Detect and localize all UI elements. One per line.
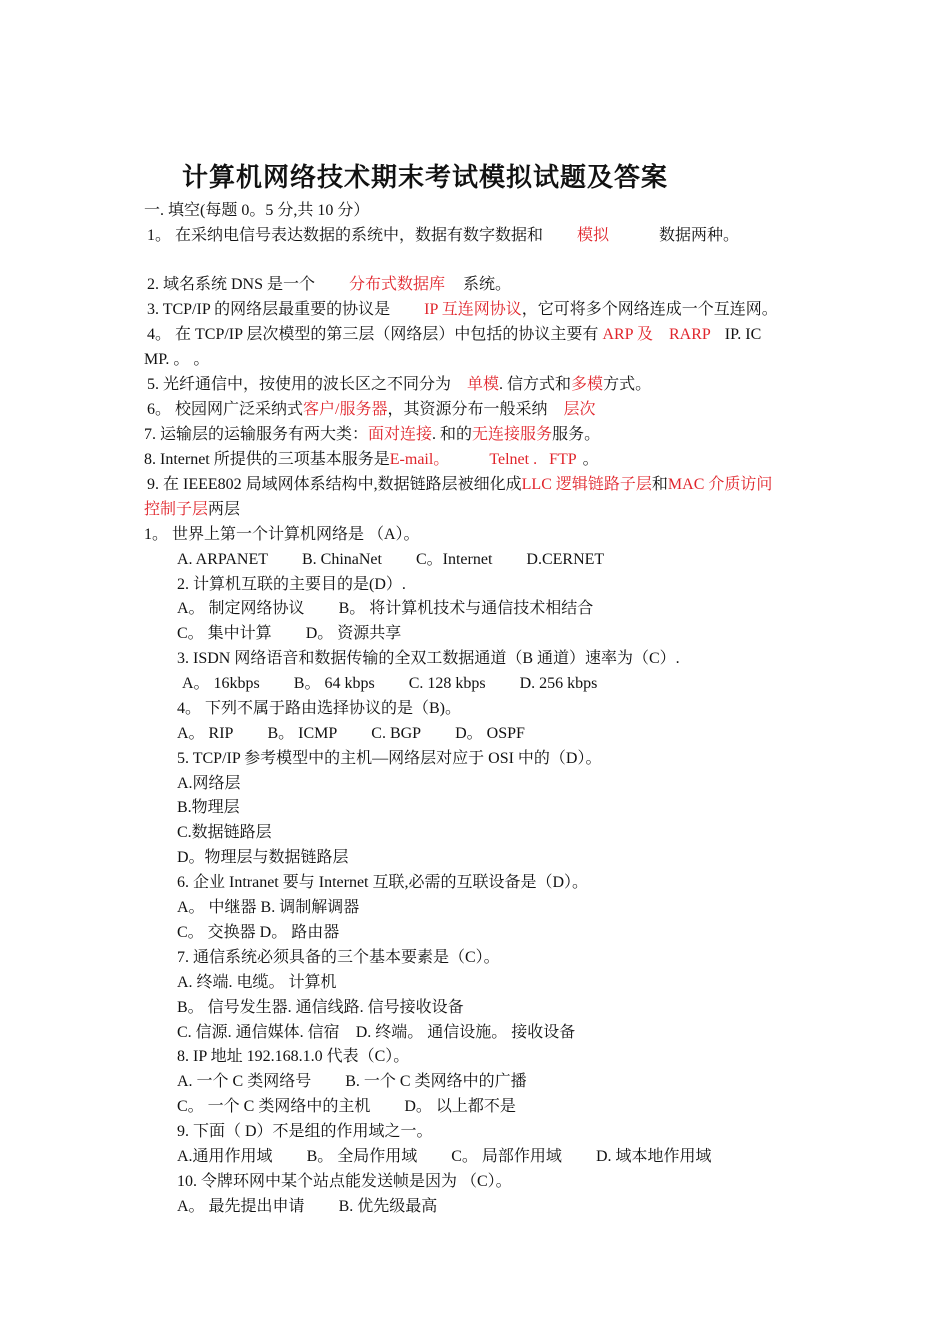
fill-question-4: 4。 在 TCP/IP 层次模型的第三层（网络层）中包括的协议主要有 ARP 及 RARP IP. IC <box>147 326 762 343</box>
fill-question-1: 1。 在采纳电信号表达数据的系统中，数据有数字数据和 模拟 数据两种。 <box>147 227 740 244</box>
page-title: 计算机网络技术期末考试模拟试题及答案 <box>181 163 668 192</box>
fill-question-7: 7. 运输层的运输服务有两大类：面对连接. 和的无连接服务服务。 <box>144 426 601 443</box>
answer: 层次 <box>563 401 596 418</box>
mc-option: A. 终端. 电缆。 计算机 <box>177 974 337 991</box>
answer: 客户/服务器 <box>303 401 388 418</box>
answer: MAC 介质访问 <box>667 476 773 493</box>
mc-options-1: A. ARPANET B. ChinaNet C。Internet D.CERNET <box>177 551 605 568</box>
mc-question-3: 3. ISDN 网络语音和数据传输的全双工数据通道（B 通道）速率为（C）. <box>177 650 680 667</box>
mc-option: C.数据链路层 <box>177 824 272 841</box>
fill-question-9-cont: 控制子层两层 <box>144 501 241 518</box>
answer: IP 互连网协议 <box>424 301 522 318</box>
mc-question-4: 4。 下列不属于路由选择协议的是（B)。 <box>177 700 462 717</box>
mc-options-10: A。 最先提出申请 B. 优先级最高 <box>177 1198 438 1215</box>
mc-question-9: 9. 下面（ D）不是组的作用域之一。 <box>177 1123 433 1140</box>
mc-options-4: A。 RIP B。 ICMP C. BGP D。 OSPF <box>177 725 525 742</box>
answer: FTP <box>549 451 577 468</box>
mc-options-2b: C。 集中计算 D。 资源共享 <box>177 625 402 642</box>
answer: 无连接服务 <box>472 426 553 443</box>
fill-question-4-cont: MP. 。 。 <box>144 351 210 368</box>
mc-question-8: 8. IP 地址 192.168.1.0 代表（C）。 <box>177 1048 410 1065</box>
fill-question-5: 5. 光纤通信中，按使用的波长区之不同分为 单模. 信方式和多模方式。 <box>147 376 652 393</box>
mc-option: B。 信号发生器. 通信线路. 信号接收设备 <box>177 999 464 1016</box>
answer: 控制子层 <box>144 501 209 518</box>
section-heading: 一. 填空(每题 0。5 分,共 10 分） <box>144 202 370 219</box>
answer: LLC 逻辑链路子层 <box>521 476 652 493</box>
mc-question-5: 5. TCP/IP 参考模型中的主机—网络层对应于 OSI 中的（D）。 <box>177 750 602 767</box>
mc-question-2: 2. 计算机互联的主要目的是(D）. <box>177 576 406 593</box>
fill-question-3: 3. TCP/IP 的网络层最重要的协议是 IP 互连网协议，它可将多个网络连成一个互连网。 <box>147 301 778 318</box>
mc-options-7c: C. 信源. 通信媒体. 信宿 D. 终端。 通信设施。 接收设备 <box>177 1024 576 1041</box>
answer: RARP <box>668 326 711 343</box>
mc-option: D。物理层与数据链路层 <box>177 849 349 866</box>
fill-question-8: 8. Internet 所提供的三项基本服务是E-mail。 Telnet . FTP 。 <box>144 451 599 468</box>
fill-question-9: 9. 在 IEEE802 局域网体系结构中,数据链路层被细化成LLC 逻辑链路子层和MAC 介质访问 <box>147 476 773 493</box>
answer: 多模 <box>571 376 604 393</box>
fill-question-6: 6。 校园网广泛采纳式客户/服务器，其资源分布一般采纳 层次 <box>147 401 596 418</box>
mc-options-3: A。 16kbps B。 64 kbps C. 128 kbps D. 256 kbps <box>182 675 598 692</box>
answer: 面对连接 <box>368 426 433 443</box>
mc-options-9: A.通用作用域 B。 全局作用域 C。 局部作用域 D. 域本地作用域 <box>177 1148 712 1165</box>
mc-options-8a: A. 一个 C 类网络号 B. 一个 C 类网络中的广播 <box>177 1073 527 1090</box>
mc-question-10: 10. 令牌环网中某个站点能发送帧是因为 （C）。 <box>177 1173 512 1190</box>
answer: Telnet . <box>489 451 538 468</box>
mc-options-8b: C。 一个 C 类网络中的主机 D。 以上都不是 <box>177 1098 516 1115</box>
mc-option: C。 交换器 D。 路由器 <box>177 924 340 941</box>
answer: 模拟 <box>577 227 610 244</box>
mc-option: A。 中继器 B. 调制解调器 <box>177 899 360 916</box>
answer: 单模 <box>467 376 500 393</box>
mc-question-7: 7. 通信系统必须具备的三个基本要素是（C）。 <box>177 949 500 966</box>
mc-question-1: 1。 世界上第一个计算机网络是 （A）。 <box>144 526 420 543</box>
mc-question-6: 6. 企业 Intranet 要与 Internet 互联,必需的互联设备是（D）。 <box>177 874 589 891</box>
mc-option: B.物理层 <box>177 799 240 816</box>
answer: E-mail。 <box>389 451 450 468</box>
mc-option: A.网络层 <box>177 775 241 792</box>
answer: ARP 及 <box>602 326 653 343</box>
mc-options-2a: A。 制定网络协议 B。 将计算机技术与通信技术相结合 <box>177 600 594 617</box>
answer: 分布式数据库 <box>349 276 446 293</box>
fill-question-2: 2. 域名系统 DNS 是一个 分布式数据库 系统。 <box>147 276 512 293</box>
